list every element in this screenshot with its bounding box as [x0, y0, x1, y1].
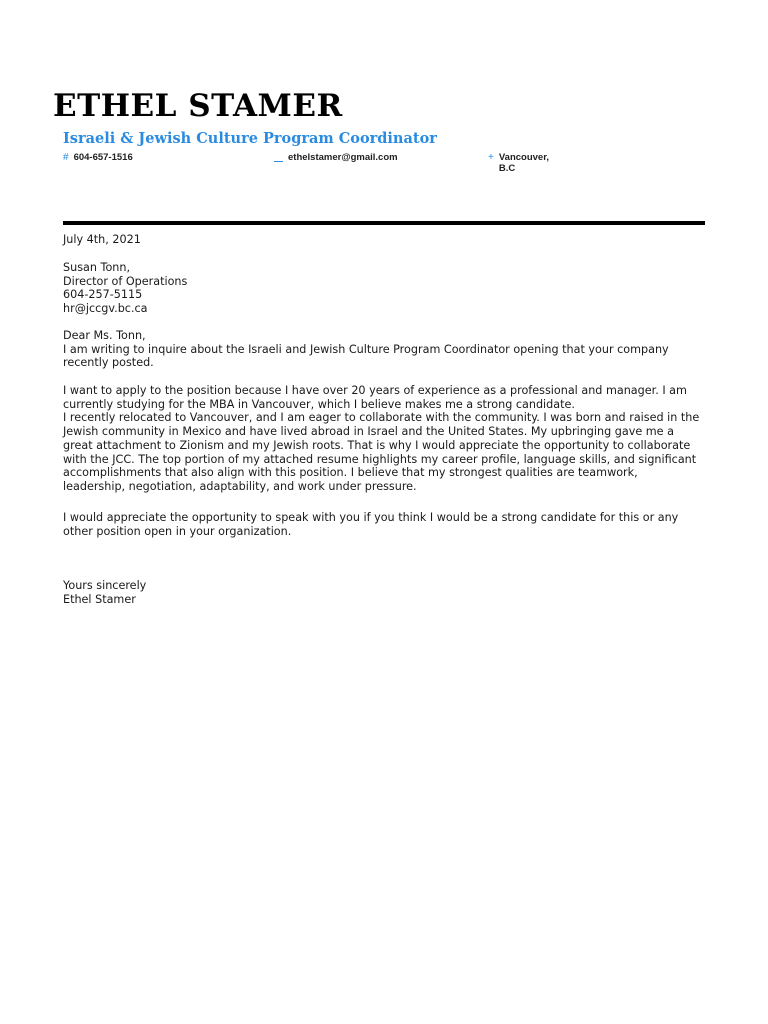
contact-email: [274, 152, 398, 163]
closing-text: Yours sincerely: [63, 579, 147, 592]
body-paragraph-1: [63, 384, 703, 494]
salutation: Dear Ms. Tonn,: [63, 329, 146, 342]
recipient-name: Susan Tonn,: [63, 261, 131, 274]
closing-block: [63, 579, 703, 606]
body-paragraph-1b: I recently relocated to Vancouver, and I am eager to collaborate with the community. I was born and raised in the Jewish community in Mexico and have lived abroad in Israel and the United States. My upbringing gave me a great attachment to Zionism and my Jewish roots. That is why I would appreciate the opportunity to collaborate with the JCC. The top portion of my attached resume highlights my career profile, language skills, and significant accomplishments that also align with this position. I believe that my strongest qualities are teamwork, leadership, negotiation, adaptability, and work under pressure.: [63, 411, 700, 493]
greeting-block: [63, 329, 703, 370]
signature-text: Ethel Stamer: [63, 592, 136, 606]
recipient-email: hr@jccgv.bc.ca: [63, 302, 148, 316]
recipient-block: [63, 261, 703, 316]
plus-icon: +: [488, 152, 494, 163]
contact-location: [488, 152, 569, 174]
intro-paragraph: I am writing to inquire about the Israeli and Jewish Culture Program Coordinator opening that your company recently posted.: [63, 342, 669, 370]
header-divider: [63, 221, 705, 225]
recipient-phone: 604-257-5115: [63, 288, 143, 302]
body-paragraph-1a: I want to apply to the position because I have over 20 years of experience as a professional and manager. I am currently studying for the MBA in Vancouver, which I believe makes me a strong candidate.: [63, 384, 687, 411]
contact-phone: [63, 152, 133, 163]
applicant-name: ETHEL STAMER: [53, 88, 343, 124]
underline-icon: [274, 161, 283, 162]
letter-date: July 4th, 2021: [63, 233, 141, 246]
job-title: Israeli & Jewish Culture Program Coordinator: [63, 130, 437, 147]
email-text: ethelstamer@gmail.com: [288, 152, 398, 163]
body-paragraph-2: I would appreciate the opportunity to speak with you if you think I would be a strong candidate for this or any other position open in your organization.: [63, 511, 679, 538]
location-line2: B.C: [498, 163, 516, 174]
phone-text: 604-657-1516: [73, 152, 133, 163]
hash-icon: #: [63, 152, 69, 163]
location-line1: Vancouver,: [498, 152, 550, 163]
recipient-title: Director of Operations: [63, 274, 188, 288]
